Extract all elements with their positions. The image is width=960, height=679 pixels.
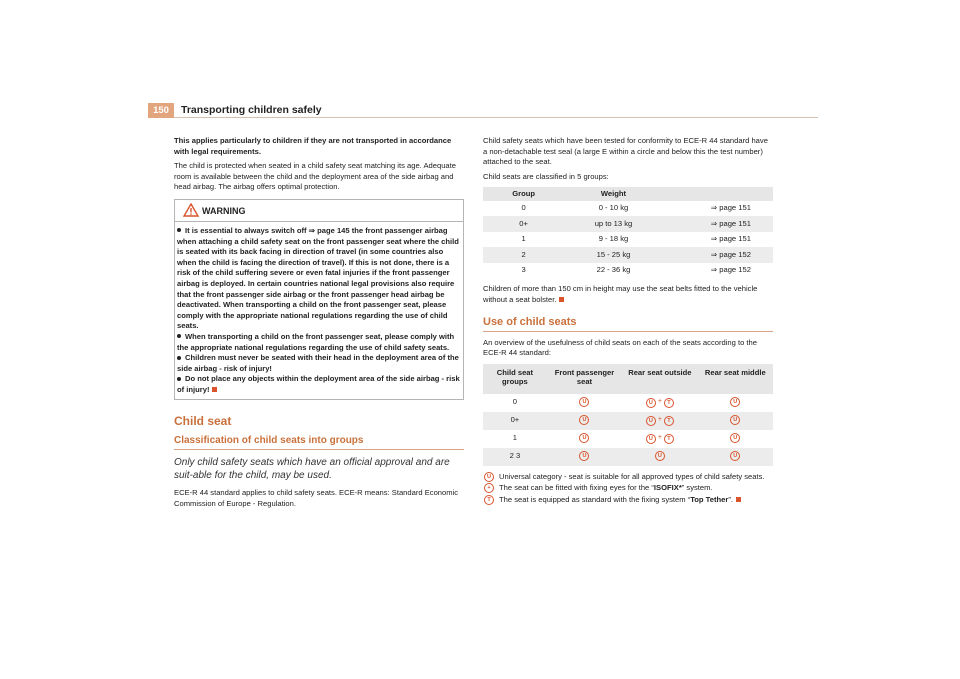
warning-title: WARNING <box>202 205 246 216</box>
universal-icon: U <box>646 434 656 444</box>
plus-sign: + <box>657 416 662 424</box>
table-cell: 2 <box>483 247 564 263</box>
table-cell: 9 - 18 kg <box>598 234 629 244</box>
table-cell <box>622 430 697 448</box>
page-reference: ⇒ page 152 <box>710 265 751 275</box>
universal-icon: U <box>646 398 656 408</box>
page-reference: ⇒ page 151 <box>710 203 751 213</box>
running-header-title: Transporting children safely <box>181 104 322 116</box>
table-header: Rear seat middle <box>698 364 773 394</box>
section-title: Use of child seats <box>483 316 773 332</box>
header-divider <box>174 117 818 118</box>
table-cell <box>547 394 622 412</box>
paragraph: ECE-R 44 standard applies to child safety seats. ECE-R means: Standard Economic Commission of Europe - Regulation. <box>174 488 459 509</box>
table-cell <box>698 394 773 412</box>
table-row <box>483 263 773 279</box>
table-row <box>483 412 773 430</box>
end-mark-icon <box>212 387 217 392</box>
universal-icon: U <box>579 451 589 461</box>
group-cell: 2 3 <box>483 448 547 466</box>
top-tether-icon: T <box>664 398 674 408</box>
top-tether-icon: T <box>664 416 674 426</box>
warning-box <box>174 199 464 401</box>
subsection-title: Classification of child seats into groups <box>174 434 464 450</box>
universal-icon: U <box>730 415 740 425</box>
top-tether-icon: T <box>664 434 674 444</box>
table-header: Child seat groups <box>483 364 547 394</box>
section-title: Child seat <box>174 414 232 429</box>
table-cell <box>547 430 622 448</box>
bullet-icon <box>177 356 181 360</box>
warning-item: When transporting a child on the front passenger seat, please comply with the appropriate national regulations regarding the use of child safety seats. <box>177 331 455 352</box>
table-row <box>483 216 773 232</box>
table-cell: 1 <box>521 234 526 244</box>
page-number: 150 <box>148 103 174 118</box>
table-row <box>483 394 773 412</box>
right-column <box>483 136 773 507</box>
table-cell <box>698 412 773 430</box>
legend-item: + The seat can be fitted with fixing eyes for the “ISOFIX*” system. <box>483 483 773 494</box>
groups-table <box>483 187 773 278</box>
bullet-icon <box>177 334 181 338</box>
table-cell: 0 - 10 kg <box>598 203 629 213</box>
paragraph: Child safety seats which have been tested for conformity to ECE-R 44 standard have a non-detachable test seal (a large E within a circle and below this the test number) attached to the seat. <box>483 136 768 167</box>
group-cell: 1 <box>512 433 518 443</box>
universal-icon: U <box>579 433 589 443</box>
universal-icon: U <box>655 451 665 461</box>
universal-icon: U <box>484 472 494 482</box>
paragraph: Child seats are classified in 5 groups: <box>483 171 609 181</box>
page-reference: ⇒ page 151 <box>710 234 751 244</box>
table-cell <box>547 412 622 430</box>
table-cell <box>698 448 773 466</box>
end-mark-icon <box>736 497 741 502</box>
table-row <box>483 430 773 448</box>
legend-item: U Universal category - seat is suitable for all approved types of child safety seats. <box>483 472 773 483</box>
paragraph: The child is protected when seated in a child safety seat matching its age. Adequate room is available between the child and the deployment area of the side airbag and head airbag. The airbag offers optimal protection. <box>174 161 456 192</box>
table-header: Rear seat outside <box>622 364 697 394</box>
group-cell: 0 <box>512 397 518 407</box>
warning-header <box>175 200 463 222</box>
table-cell <box>622 412 697 430</box>
table-cell: 3 <box>521 265 526 275</box>
warning-triangle-icon <box>183 203 199 217</box>
plus-sign: + <box>657 398 662 406</box>
universal-icon: U <box>730 433 740 443</box>
paragraph: An overview of the usefulness of child seats on each of the seats according to the ECE-R 44 standard: <box>483 337 757 358</box>
table-header: Front passenger seat <box>547 364 622 394</box>
table-cell <box>698 430 773 448</box>
legend-item: T The seat is equipped as standard with the fixing system “Top Tether”. <box>483 495 773 506</box>
warning-item: Children must never be seated with their head in the deployment area of the side airbag - risk of injury! <box>177 353 459 373</box>
plus-sign: + <box>657 434 662 442</box>
end-mark-icon <box>559 297 564 302</box>
intro-text: Only child safety seats which have an official approval and are suit-able for the child, may be used. <box>174 457 450 482</box>
table-cell <box>622 448 697 466</box>
left-column <box>174 136 464 514</box>
top-tether-icon: T <box>484 495 494 505</box>
table-cell <box>622 394 697 412</box>
table-cell: 15 - 25 kg <box>564 247 663 263</box>
table-cell <box>547 448 622 466</box>
table-header: Weight <box>564 187 663 201</box>
bullet-icon <box>177 377 181 381</box>
table-row <box>483 247 773 263</box>
universal-icon: U <box>730 397 740 407</box>
warning-item: It is essential to always switch off ⇒ page 145 the front passenger airbag when attaching a child safety seat on the front passenger seat where the child is seated with its back facing in direction of travel (in some countries also when the child is facing the direction of travel). If this is not done, there is a risk of the child suffering severe or even fatal injuries if the front passenger airbag is deployed. In certain countries national legal provisions also require that the front passenger side airbag or the front passenger head airbag be deactivated. When transporting a child on the front passenger seat, please comply with the appropriate national regulations regarding the use of child seats. <box>177 225 459 331</box>
page-reference: ⇒ page 152 <box>663 247 773 263</box>
table-cell: up to 13 kg <box>564 216 663 232</box>
paragraph: Children of more than 150 cm in height may use the seat belts fitted to the vehicle without a seat bolster. <box>483 284 758 304</box>
table-cell: 0 <box>521 203 526 213</box>
isofix-icon: + <box>484 483 494 493</box>
table-cell: 0+ <box>483 216 564 232</box>
lead-paragraph: This applies particularly to children if they are not transported in accordance with legal requirements. <box>174 136 452 156</box>
table-header: Group <box>483 187 564 201</box>
group-cell: 0+ <box>483 412 547 430</box>
universal-icon: U <box>579 397 589 407</box>
table-row <box>483 448 773 466</box>
universal-icon: U <box>579 415 589 425</box>
warning-item: Do not place any objects within the deployment area of the side airbag - risk of injury! <box>177 374 460 394</box>
universal-icon: U <box>730 451 740 461</box>
table-cell: 22 - 36 kg <box>596 265 631 275</box>
table-row <box>483 232 773 248</box>
universal-icon: U <box>646 416 656 426</box>
bullet-icon <box>177 228 181 232</box>
page-reference: ⇒ page 151 <box>663 216 773 232</box>
usage-table <box>483 364 773 466</box>
table-header <box>663 187 773 201</box>
table-row <box>483 201 773 217</box>
